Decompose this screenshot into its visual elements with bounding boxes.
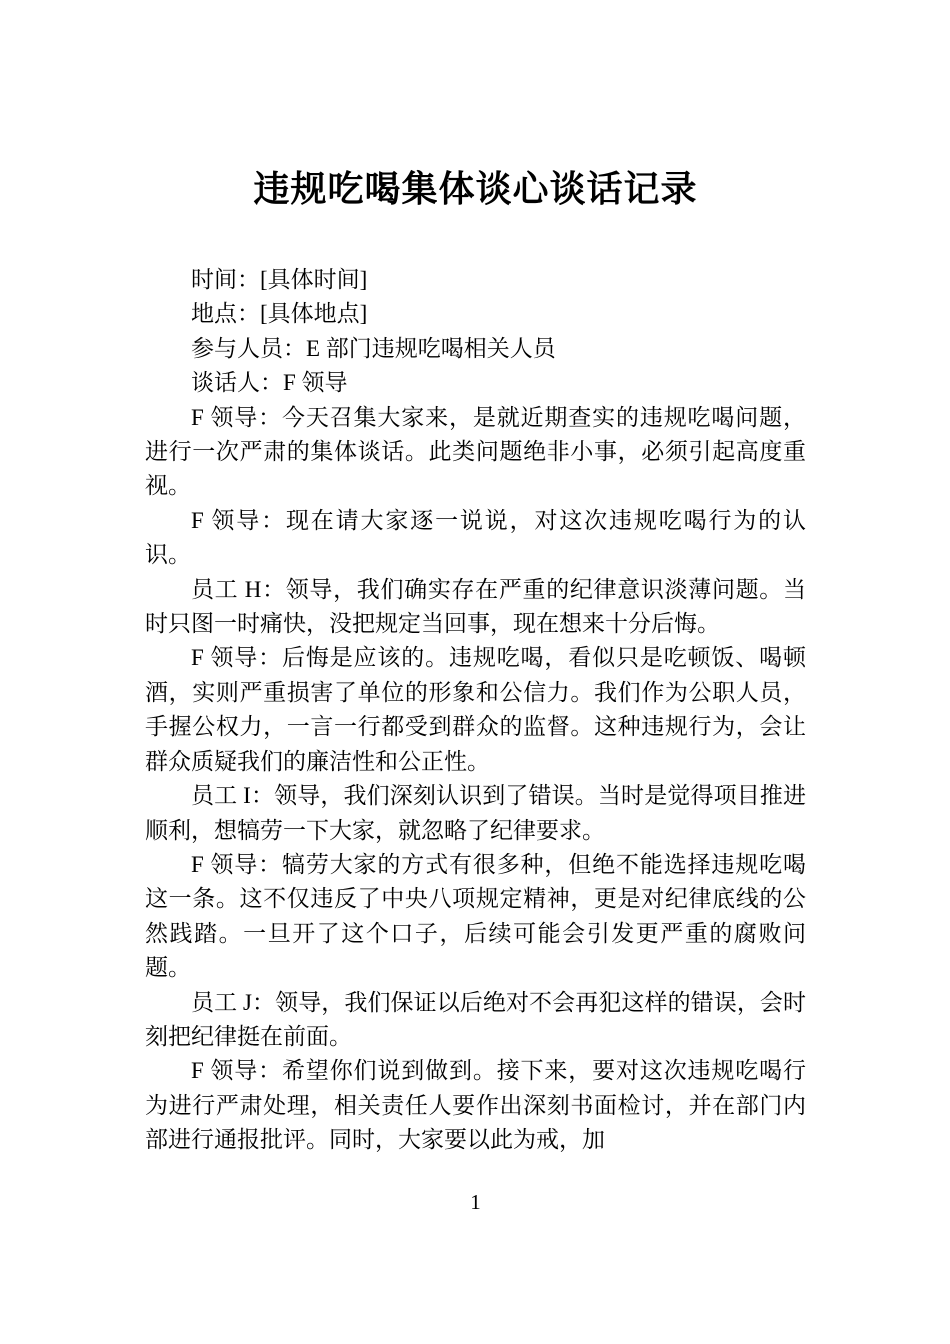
page-number: 1 bbox=[470, 1190, 481, 1214]
paragraph-time: 时间：[具体时间] bbox=[191, 267, 368, 292]
paragraph-location: 地点：[具体地点] bbox=[191, 301, 368, 327]
document-body bbox=[145, 263, 806, 1158]
dialogue-paragraph: 员工 H：领导，我们确实存在严重的纪律意识淡薄问题。当时只图一时痛快，没把规定当回事，现在想来十分后悔。 bbox=[145, 576, 806, 637]
dialogue-paragraph: 员工 I：领导，我们深刻认识到了错误。当时是觉得项目推进顺利，想犒劳一下大家，就忽略了纪律要求。 bbox=[145, 783, 806, 843]
dialogue-paragraph: F 领导：后悔是应该的。违规吃喝，看似只是吃顿饭、喝顿酒，实则严重损害了单位的形象和公信力。我们作为公职人员，手握公权力，一言一行都受到群众的监督。这种违规行为，会让群众质疑我们的廉洁性和公正性。 bbox=[145, 645, 806, 774]
dialogue-paragraph: F 领导：犒劳大家的方式有很多种，但绝不能选择违规吃喝这一条。这不仅违反了中央八项规定精神，更是对纪律底线的公然践踏。一旦开了这个口子，后续可能会引发更严重的腐败问题。 bbox=[145, 851, 806, 981]
dialogue-paragraph: 员工 J：领导，我们保证以后绝对不会再犯这样的错误，会时刻把纪律挺在前面。 bbox=[145, 989, 806, 1049]
dialogue-paragraph: F 领导：希望你们说到做到。接下来，要对这次违规吃喝行为进行严肃处理，相关责任人要作出深刻书面检讨，并在部门内部进行通报批评。同时，大家要以此为戒，加 bbox=[145, 1058, 806, 1153]
dialogue-paragraph: F 领导：现在请大家逐一说说，对这次违规吃喝行为的认识。 bbox=[145, 507, 806, 568]
paragraph-interviewer: 谈话人：F 领导 bbox=[191, 370, 348, 396]
document-title: 违规吃喝集体谈心谈话记录 bbox=[253, 168, 698, 209]
dialogue-paragraph: F 领导：今天召集大家来，是就近期查实的违规吃喝问题，进行一次严肃的集体谈话。此类问题绝非小事，必须引起高度重视。 bbox=[145, 404, 806, 499]
paragraph-participants: 参与人员：E 部门违规吃喝相关人员 bbox=[191, 335, 556, 361]
